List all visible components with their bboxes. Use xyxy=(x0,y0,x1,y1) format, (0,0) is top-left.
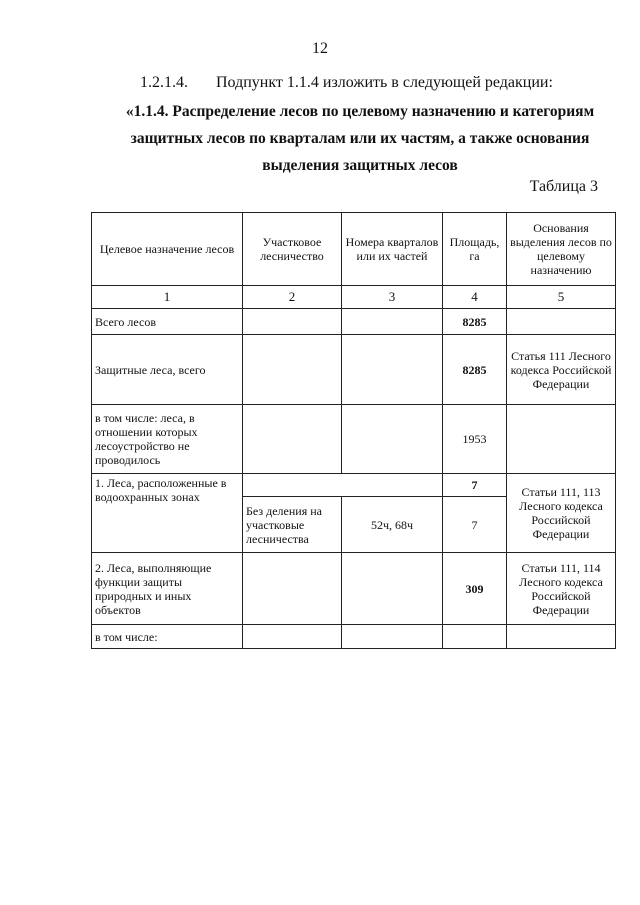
row-name: Защитные леса, всего xyxy=(92,335,243,405)
column-number: 4 xyxy=(443,286,507,309)
row-area xyxy=(443,625,507,649)
row-basis: Статьи 111, 113 Лесного кодекса Российской Федерации xyxy=(507,474,616,553)
row-name: Всего лесов xyxy=(92,309,243,335)
row-quarters: 52ч, 68ч xyxy=(342,497,443,553)
column-number: 1 xyxy=(92,286,243,309)
table-row xyxy=(92,474,616,497)
row-forestry xyxy=(243,335,342,405)
column-numbers-row xyxy=(92,286,616,309)
header-quarters: Номера кварталов или их частей xyxy=(342,213,443,286)
row-name: в том числе: xyxy=(92,625,243,649)
table-row xyxy=(92,625,616,649)
row-forestry xyxy=(243,309,342,335)
row-basis xyxy=(507,625,616,649)
row-basis xyxy=(507,405,616,474)
row-basis xyxy=(507,309,616,335)
header-basis: Основания выделения лесов по целевому назначению xyxy=(507,213,616,286)
header-purpose: Целевое назначение лесов xyxy=(92,213,243,286)
subpoint-text: Подпункт 1.1.4 изложить в следующей редакции: xyxy=(216,74,553,91)
row-forestry xyxy=(243,625,342,649)
row-forestry: Без деления на участковые лесничества xyxy=(243,497,342,553)
row-area: 1953 xyxy=(443,405,507,474)
table-header-row xyxy=(92,213,616,286)
row-name: 1. Леса, расположенные в водоохранных зонах xyxy=(92,474,243,553)
row-quarters xyxy=(342,335,443,405)
header-area: Площадь, га xyxy=(443,213,507,286)
row-forestry xyxy=(243,405,342,474)
row-forestry xyxy=(243,553,342,625)
table-row xyxy=(92,309,616,335)
column-number: 2 xyxy=(243,286,342,309)
row-area: 7 xyxy=(443,497,507,553)
page-number: 12 xyxy=(312,40,328,57)
row-area: 7 xyxy=(443,474,507,497)
forest-distribution-table xyxy=(91,212,616,649)
row-area: 8285 xyxy=(443,335,507,405)
header-forestry: Участковое лесничество xyxy=(243,213,342,286)
row-basis: Статья 111 Лесного кодекса Российской Федерации xyxy=(507,335,616,405)
table-row xyxy=(92,335,616,405)
subpoint xyxy=(140,74,553,92)
subpoint-number: 1.2.1.4. xyxy=(140,74,188,91)
table-row xyxy=(92,553,616,625)
column-number: 3 xyxy=(342,286,443,309)
row-area: 309 xyxy=(443,553,507,625)
row-forestry-quarters xyxy=(243,474,443,497)
row-name: 2. Леса, выполняющие функции защиты природных и иных объектов xyxy=(92,553,243,625)
row-quarters xyxy=(342,553,443,625)
row-quarters xyxy=(342,405,443,474)
table-row xyxy=(92,405,616,474)
row-name: в том числе: леса, в отношении которых лесоустройство не проводилось xyxy=(92,405,243,474)
table-label: Таблица 3 xyxy=(529,178,598,195)
row-basis: Статьи 111, 114 Лесного кодекса Российской Федерации xyxy=(507,553,616,625)
row-quarters xyxy=(342,309,443,335)
section-heading: «1.1.4. Распределение лесов по целевому назначению и категориям защитных лесов по кварталам или их частям, а также основания выделения защитных лесов xyxy=(125,103,595,174)
column-number: 5 xyxy=(507,286,616,309)
row-quarters xyxy=(342,625,443,649)
row-area: 8285 xyxy=(443,309,507,335)
